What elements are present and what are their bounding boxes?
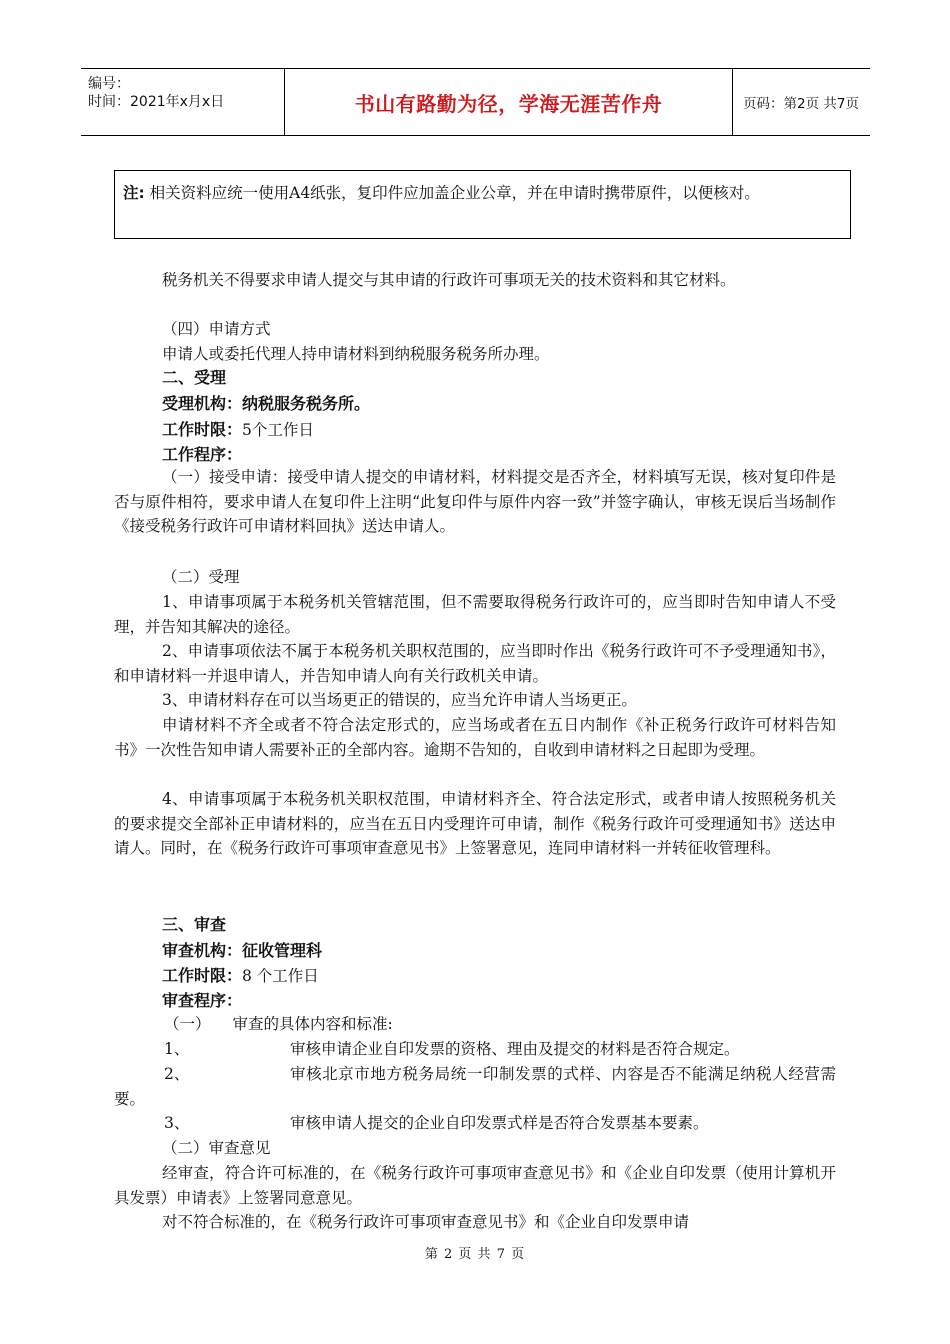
review-sub-num: （一）	[164, 1015, 211, 1033]
page-header	[81, 68, 870, 136]
header-meta	[81, 69, 285, 135]
paragraph: （二）受理	[162, 568, 240, 586]
date-label: 时间：2021年x月x日	[88, 94, 225, 110]
list-item-num: 1、	[164, 1040, 190, 1058]
paragraph: 经审查，符合许可标准的，在《税务行政许可事项审查意见书》和《企业自印发票（使用计算机开具发票）申请表》上签署同意意见。	[114, 1164, 836, 1207]
review-time	[114, 964, 836, 989]
code-label: 编号：	[88, 76, 130, 92]
paragraph: 税务机关不得要求申请人提交与其申请的行政许可事项无关的技术资料和其它材料。	[162, 271, 736, 289]
review-org: 审查机构：征收管理科	[162, 941, 323, 960]
header-motto: 书山有路勤为径，学海无涯苦作舟	[285, 69, 733, 135]
accept-org: 受理机构：纳税服务税务所。	[162, 394, 371, 413]
review-time-label: 工作时限：	[162, 966, 243, 985]
paragraph: 3、申请材料存在可以当场更正的错误的，应当允许申请人当场更正。	[162, 691, 637, 709]
time-limit-label: 工作时限：	[162, 420, 243, 439]
paragraph: 对不符合标准的，在《税务行政许可事项审查意见书》和《企业自印发票申请	[162, 1213, 690, 1231]
procedure-label: 工作程序：	[162, 445, 243, 464]
paragraph: 申请人或委托代理人持申请材料到纳税服务税务所办理。	[162, 345, 550, 363]
note-text: 相关资料应统一使用A4纸张，复印件应加盖企业公章，并在申请时携带原件，以便核对。	[144, 184, 760, 202]
list-item	[114, 1111, 836, 1136]
review-time-value: 8 个工作日	[242, 967, 319, 985]
paragraph: （二）审查意见	[162, 1139, 271, 1157]
list-item-num: 3、	[164, 1114, 190, 1132]
review-subheading	[114, 1012, 836, 1037]
section-heading: 二、受理	[162, 368, 227, 387]
paragraph: （四）申请方式	[162, 320, 271, 338]
review-sub-text: 审查的具体内容和标准:	[232, 1015, 393, 1033]
list-item-text: 审核申请人提交的企业自印发票式样是否符合发票基本要素。	[290, 1114, 709, 1132]
section-heading: 三、审查	[162, 915, 227, 934]
note-box	[114, 170, 851, 239]
paragraph: 申请材料不齐全或者不符合法定形式的，应当场或者在五日内制作《补正税务行政许可材料告知书》一次性告知申请人需要补正的全部内容。逾期不告知的，自收到申请材料之日起即为受理。	[114, 716, 836, 759]
header-page-info: 页码：第2页 共7页	[743, 96, 859, 112]
paragraph: 2、申请事项依法不属于本税务机关职权范围的，应当即时作出《税务行政许可不予受理通知书》，和申请材料一并退申请人，并告知申请人向有关行政机关申请。	[114, 642, 836, 685]
list-item-num: 2、	[164, 1065, 190, 1083]
paragraph: 4、申请事项属于本税务机关职权范围，申请材料齐全、符合法定形式，或者申请人按照税务机关的要求提交全部补正申请材料的，应当在五日内受理许可申请，制作《税务行政许可受理通知书》送达申请人。同时，在《税务行政许可事项审查意见书》上签署意见，连同申请材料一并转征收管理科。	[114, 790, 836, 857]
note-label: 注:	[123, 184, 145, 202]
paragraph: 1、申请事项属于本税务机关管辖范围，但不需要取得税务行政许可的，应当即时告知申请人不受理，并告知其解决的途径。	[114, 593, 836, 636]
review-procedure-label: 审查程序：	[162, 991, 243, 1010]
paragraph: （一）接受申请：接受申请人提交的申请材料，材料提交是否齐全，材料填写无误，核对复印件是否与原件相符，要求申请人在复印件上注明“此复印件与原件内容一致”并签字确认，审核无误后当场制作《接受税务行政许可申请材料回执》送达申请人。	[114, 468, 836, 535]
time-limit	[114, 418, 836, 443]
list-item-text: 审核申请企业自印发票的资格、理由及提交的材料是否符合规定。	[290, 1040, 740, 1058]
list-item	[114, 1062, 836, 1111]
list-item	[114, 1037, 836, 1062]
list-item-text: 审核北京市地方税务局统一印制发票的式样、内容是否不能满足纳税人经营需要。	[114, 1065, 836, 1108]
time-limit-value: 5个工作日	[242, 421, 314, 439]
page-footer: 第 2 页 共 7 页	[424, 1247, 526, 1262]
